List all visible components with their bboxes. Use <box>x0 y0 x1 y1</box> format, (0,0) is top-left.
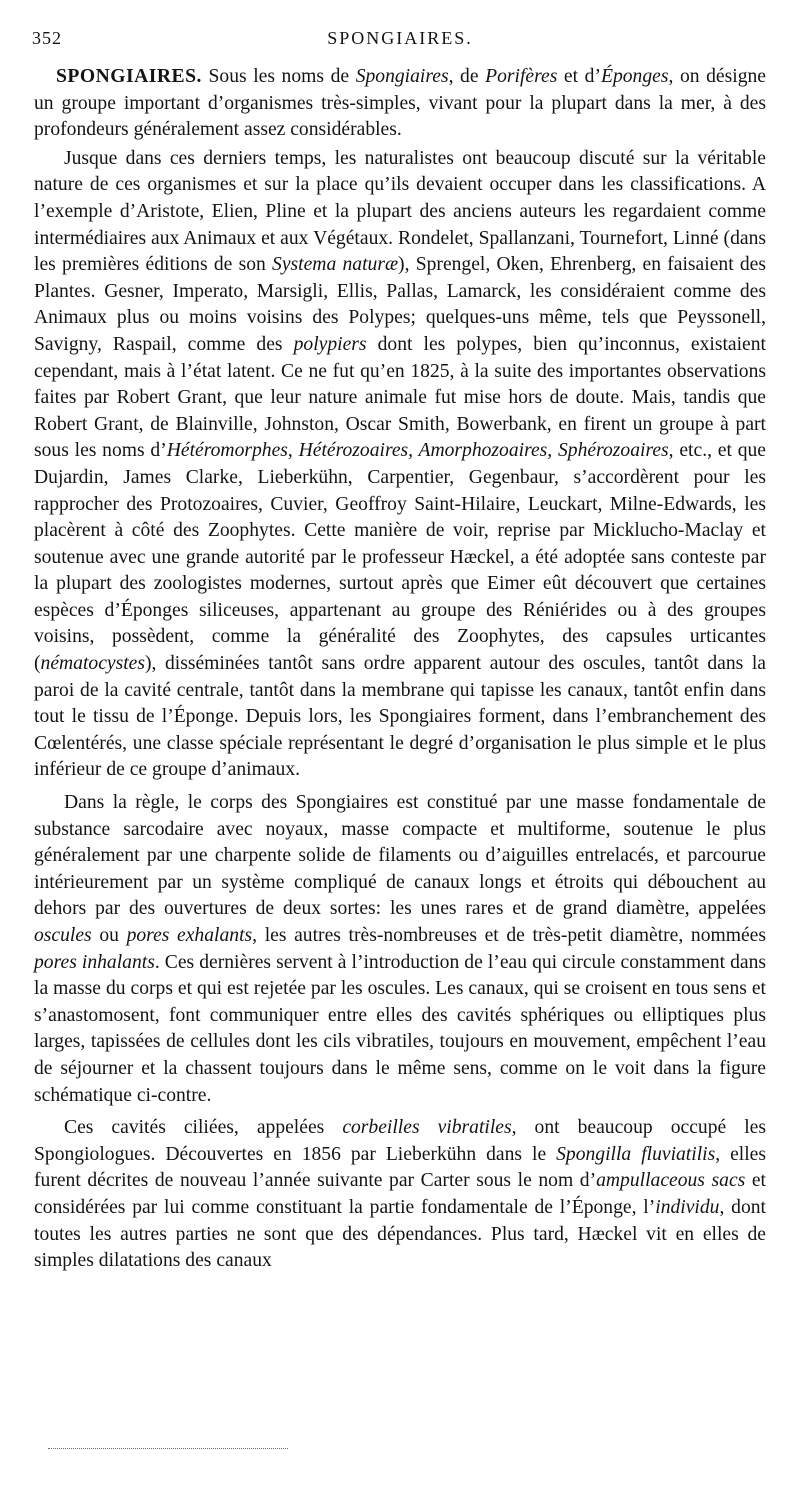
text-run: Ces cavités ciliées, appelées <box>64 1117 343 1139</box>
text-run: , etc., et que Dujardin, James Clarke, Lieberkühn, Carpentier, Gegenbaur, s’accordèrent pour les rapprocher des Protozoaires, Cuvier, Geoffroy Saint-Hilaire, Leuckart, Milne-Edwards, les placèrent à côté des Zoophytes. Cette manière de voir, reprise par Micklucho-Maclay et soutenue avec une grande autorité par le professeur Hæckel, a été adoptée sans conteste par la plupart des zoologistes modernes, surtout après que Eimer eût découvert que certaines espèces d’Éponges siliceuses, appartenant au groupe des Réniérides ou à des groupes voisins, possèdent, comme la généralité des Zoophytes, des capsules urticantes ( <box>34 440 766 675</box>
italic-term: oscules <box>34 925 92 946</box>
text-run: ), Sprengel, Oken, Ehrenberg, en faisaient des Plantes. Gesner, Imperato, Marsigli, Ellis, Pallas, Lamarck, les considéraient comme des Animaux plus ou moins voisins des Polypes; quelques-uns même, tels que Peyssonell, Savigny, Raspail, comme des <box>34 254 767 355</box>
text-run: , de <box>448 66 486 87</box>
entry-head-term: SPONGIAIRES. <box>56 66 202 87</box>
dotted-rule <box>48 1448 288 1449</box>
article-body <box>34 64 766 1281</box>
text-run: ), disséminées tantôt sans ordre apparent autour des oscules, tantôt dans la paroi de la cavité centrale, tantôt dans la membrane qui tapisse les canaux, tantôt enfin dans tout le tissu de l’Éponge. Depuis lors, les Spongiaires forment, dans l’embranchement des Cœlentérés, une classe spéciale représentant le degré d’organisation le plus simple et le plus inférieur de ce groupe d’animaux. <box>34 653 766 781</box>
italic-term: Systema naturæ <box>272 254 399 276</box>
running-head <box>32 28 768 52</box>
text-run: et considérées par lui comme constituant la partie fondamentale de l’Éponge, l’ <box>34 1170 766 1218</box>
text-run: Dans la règle, le corps des Spongiaires est constitué par une masse fondamentale de substance sarcodaire avec noyaux, masse compacte et multiforme, soutenue le plus généralement par une charpente solide de filaments ou d’aiguilles entrelacés, et parcourue intérieurement par un système compliqué de canaux longs et étroits qui débouchent au dehors par des ouvertures de deux sortes: les unes rares et de grand diamètre, appelées <box>34 792 766 920</box>
italic-term: individu <box>655 1196 720 1218</box>
text-run: . Ces dernières servent à l’introduction de l’eau qui circule constamment dans la masse du corps et qui est rejetée par les oscules. Les canaux, qui se croisent en tous sens et s’anastomosent, font communiquer entre elles des cavités sphériques ou elliptiques plus larges, tapissées de cellules dont les cils vibratiles, toujours en mouvement, empêchent l’eau de séjourner et la chassent toujours dans le même sens, comme on le voit dans la figure schématique ci-contre. <box>34 951 766 1106</box>
page-number: 352 <box>32 28 62 48</box>
text-run: dont les polypes, bien qu’inconnus, existaient cependant, mais à l’état latent. Ce ne fut qu’en 1825, à la suite des importantes observations faites par Robert Grant, que leur nature animale fut mise hors de doute. Mais, tandis que Robert Grant, de Blainville, Johnston, Oscar Smith, Bowerbank, en firent un groupe à part sous les noms d’ <box>34 333 766 462</box>
italic-term: pores exhalants <box>126 925 253 946</box>
italic-term: corbeilles vibratiles <box>342 1117 512 1139</box>
italic-term: nématocystes <box>40 653 145 675</box>
text-run: , elles furent décrites de nouveau l’année suivante par Carter sous le nom d’ <box>34 1143 766 1192</box>
italic-term: Porifères <box>485 66 558 87</box>
text-run: , on désigne un groupe important d’organismes très-simples, vivant pour la plupart dans la mer, à des profondeurs généralement assez considérables. <box>34 66 766 141</box>
text-run: ou <box>91 925 127 946</box>
text-run: Jusque dans ces derniers temps, les naturalistes ont beaucoup discuté sur la véritable nature de ces organismes et sur la place qu’ils devaient occuper dans les classifications. A l’exemple d’Aristote, Elien, Pline et la plupart des anciens auteurs les regardaient comme intermédiaires aux Animaux et aux Végétaux. Rondelet, Spallanzani, Tournefort, Linné (dans les premières éditions de son <box>34 147 766 276</box>
italic-term: polypiers <box>293 333 367 355</box>
text-run: Sous les noms de <box>201 66 356 87</box>
text-run: et d’ <box>557 66 601 87</box>
italic-term: Hétéromorphes, Hétérozoaires, Amorphozoaires, Sphérozoaires <box>166 440 669 462</box>
paragraph-ciliated-cavities <box>34 1115 766 1275</box>
paragraph-intro <box>34 64 766 144</box>
text-run: , les autres très-nombreuses et de très-petit diamètre, nommées <box>252 925 766 946</box>
italic-term: Spongilla fluviatilis <box>556 1143 716 1165</box>
running-title: SPONGIAIRES. <box>327 28 473 48</box>
paragraph-history <box>34 146 766 784</box>
text-run: , ont beaucoup occupé les Spongiologues. Découvertes en 1856 par Lieberkühn dans le <box>34 1117 766 1165</box>
italic-term: Spongiaires <box>355 66 449 87</box>
paragraph-structure <box>34 790 766 1109</box>
italic-term: pores inhalants <box>34 951 155 973</box>
text-run: , dont toutes les autres parties ne sont que des dépendances. Plus tard, Hæckel vit en elles de simples dilatations des canaux <box>34 1196 766 1272</box>
italic-term: Éponges <box>600 66 669 87</box>
italic-term: ampullaceous sacs <box>596 1170 746 1192</box>
